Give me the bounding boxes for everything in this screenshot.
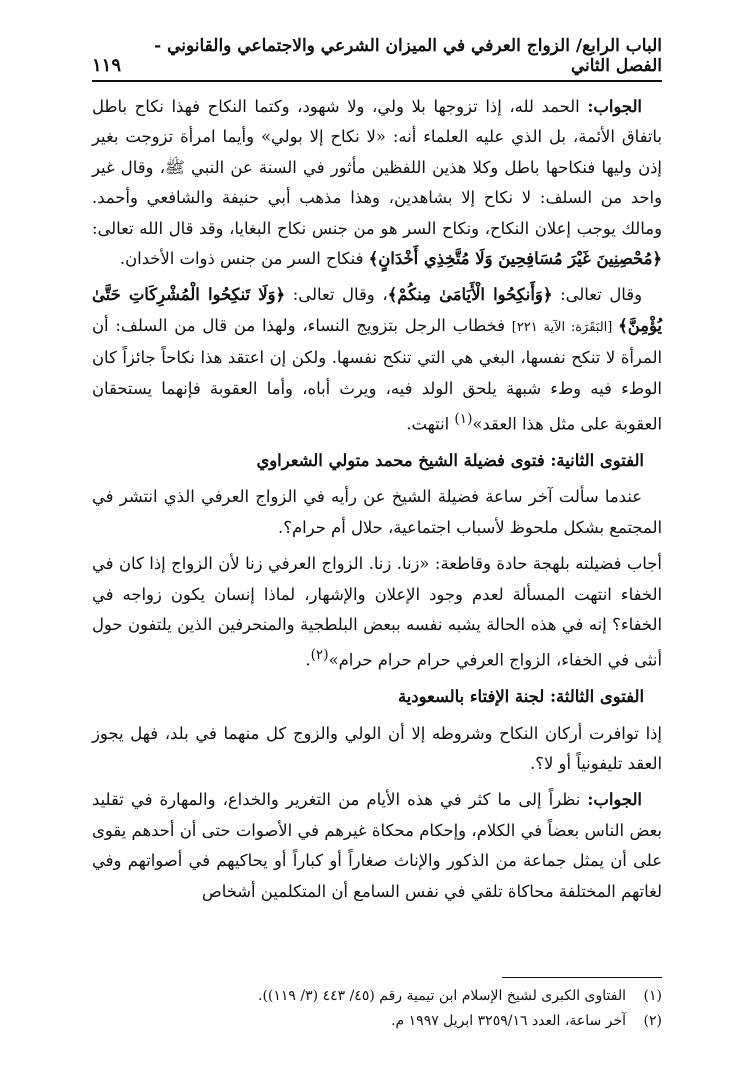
fatwa-2-heading: الفتوى الثانية: فتوى فضيلة الشيخ محمد متولي الشعراوي xyxy=(256,450,644,470)
quran-verse: ﴿وَأَنكِحُوا الْأَيَامَىٰ مِنكُمْ﴾ xyxy=(387,285,553,305)
paragraph-verses xyxy=(92,280,662,440)
footnote-marker: (٢) xyxy=(310,647,329,664)
verse-reference: [البَقَرَة: الآية ٢٢١] xyxy=(511,319,619,335)
paragraph-text: وقال تعالى: xyxy=(552,285,643,305)
answer-label: الجواب: xyxy=(587,97,642,116)
footnotes xyxy=(92,984,662,1034)
quran-verse: ﴿مُحْصِنِينَ غَيْرَ مُسَافِحِينَ وَلَا مُتَّخِذِي أَخْدَانٍ﴾ xyxy=(368,249,662,269)
header-title: الباب الرابع/ الزواج العرفي في الميزان الشرعي والاجتماعي والقانوني - الفصل الثاني xyxy=(154,36,662,76)
paragraph-text: نظراً إلى ما كثر في هذه الأيام من التغرير والخداع، والمهارة في تقليد بعض الناس بعضاً في الكلام، وإحكام محكاة غيرهم في الأصوات حتى أن أحدهم يقوى على أن يمثل جماعة من الذكور والإناث صغاراً أو كباراً أو يحاكيهم في أصواتهم وفي لغاتهم المختلفة محاكاة تلقي في نفس السامع أن المتكلمين أشخاص xyxy=(92,790,662,901)
fatwa-3-answer xyxy=(92,785,662,907)
footnote-1 xyxy=(92,984,662,1009)
fatwa-2-question: عندما سألت آخر ساعة فضيلة الشيخ عن رأيه في الزواج العرفي الذي انتشر في المجتمع بشكل ملحوظ لأسباب اجتماعية، حلال أم حرام؟. xyxy=(92,487,662,537)
paragraph-text: فخطاب الرجل بتزويج النساء، ولهذا من قال من السلف: أن المرأة لا تنكح نفسها، البغي هي التي تنكح نفسها. ولكن إن اعتقد هذا نكاحاً جائزاً كان الوطء فيه وطء شبهة يلحق الولد فيه، ويرث أباه، وأما العقوبة فإنهما يستحقان العقوبة على مثل هذا العقد» xyxy=(92,315,662,434)
fatwa-3-heading: الفتوى الثالثة: لجنة الإفتاء بالسعودية xyxy=(397,687,644,707)
answer-label: الجواب: xyxy=(587,790,642,810)
fatwa-2-answer xyxy=(92,549,662,676)
paragraph-text: انتهت. xyxy=(406,414,455,434)
paragraph-text: ، وقال تعالى: xyxy=(285,285,388,305)
fatwa-3-question: إذا توافرت أركان النكاح وشروطه إلا أن الولي والزوج كل منهما في بلد، فهل يجوز العقد تليفونياً أو لا؟. xyxy=(92,723,662,774)
footnote-number: (٢) xyxy=(643,1013,662,1029)
page-number: ١١٩ xyxy=(92,55,122,76)
paragraph-text: الحمد لله، إذا تزوجها بلا ولي، ولا شهود، وكتما النكاح فهذا نكاح باطل باتفاق الأئمة، بل الذي عليه العلماء أنه: «لا نكاح إلا بولي» وأيما امرأة تزوجت بغير إذن وليها فنكاحها باطل وكلا هذين اللفظين مأثور في السنة عن النبي ﷺ، وقال غير واحد من السلف: لا نكاح إلا بشاهدين، وهذا مذهب أبي حنيفة والشافعي وأحمد. ومالك يوجب إعلان النكاح، ونكاح السر هو من جنس نكاح البغايا، وقد قال الله تعالى: xyxy=(92,97,662,238)
running-header xyxy=(92,36,662,82)
footnote-text: الفتاوى الكبرى لشيخ الإسلام ابن تيمية رقم (٤٥/ ٤٤٣ (٣/ ١١٩)). xyxy=(258,988,626,1004)
quran-verse: ﴿وَلَا تَنكِحُوا الْمُشْرِكَاتِ حَتَّىٰ يُؤْمِنَّ﴾ xyxy=(92,285,662,335)
paragraph-text: . xyxy=(305,650,311,670)
footnote-text: آخر ساعة، العدد ٣٢٥٩/١٦ ابريل ١٩٩٧ م. xyxy=(391,1013,626,1029)
footnote-number: (١) xyxy=(643,988,662,1004)
footnote-separator xyxy=(502,977,662,978)
main-text xyxy=(92,92,662,907)
paragraph-text: أجاب فضيلته بلهجة حادة وقاطعة: «زنا. زنا. الزواج العرفي زنا لأن الزواج إذا كان في الخفاء انتهت المسألة لعدم وجود الإعلان والإشهار، لماذا إنسان يكون زواجه في الخفاء؟ إنه في هذه الحالة يشبه نفسه ببعض البلطجية والمنحرفين الذين يلتفون حول أنثى في الخفاء، الزواج العرفي حرام حرام حرام» xyxy=(92,554,662,670)
footnote-2 xyxy=(92,1009,662,1034)
paragraph-answer-1 xyxy=(92,92,662,274)
paragraph-text: فنكاح السر من جنس ذوات الأخدان. xyxy=(119,249,369,269)
footnote-marker: (١) xyxy=(454,411,473,428)
